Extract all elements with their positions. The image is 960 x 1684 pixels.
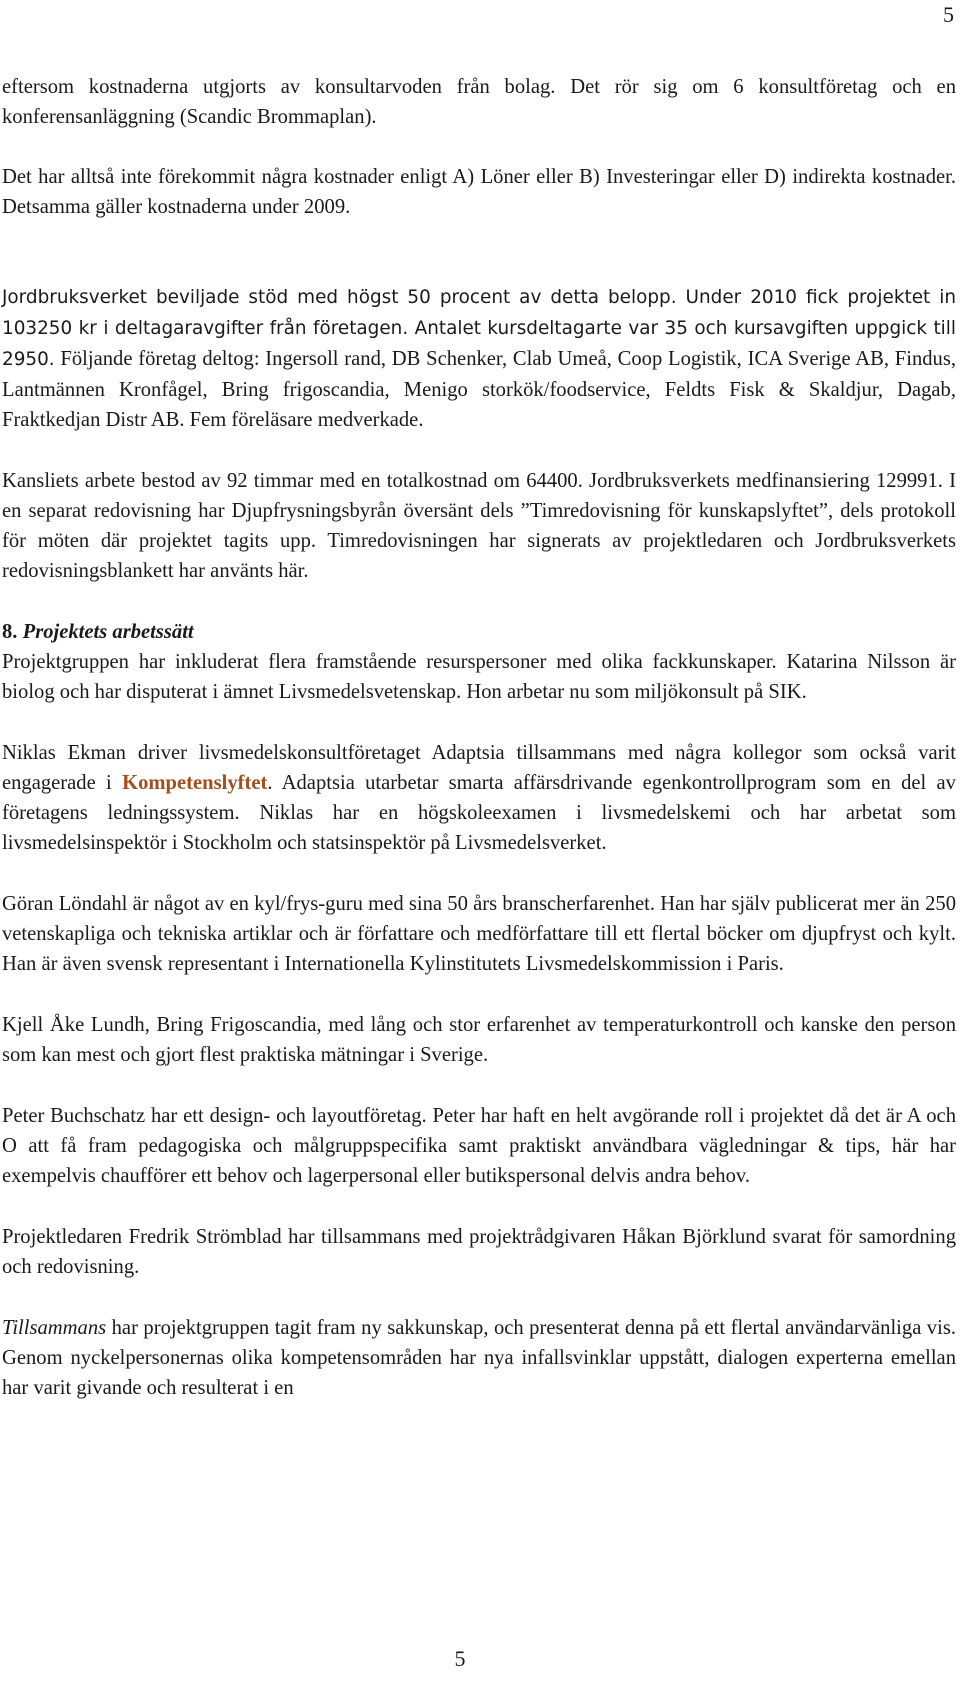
paragraph-participants-companies: Följande företag deltog: Ingersoll rand, DB Schenker, Clab Umeå, Coop Logistik, ICA Sverige AB, Findus, Lantmännen Kronfågel, Bring frigoscandia, Menigo storkök/foodservice, Feldts Fisk & Skaldjur, Dagab, Fraktkedjan Distr AB. Fem föreläsare medverkade.	[2, 348, 956, 431]
section-heading-title: Projektets arbetssätt	[22, 621, 194, 643]
page-number-bottom: 5	[454, 1646, 466, 1671]
paragraph-niklas-text-end: . Adaptsia utarbetar smarta affärsdrivande egenkontrollprogram som en del av företagens ledningssystem. Niklas har en högskoleexamen i livsmedelskemi och har arbetat som livsmedelsinspektör i Stockholm och statsinspektör på Livsmedelsverket.	[2, 772, 956, 854]
paragraph-kjell-ake-lundh: Kjell Åke Lundh, Bring Frigoscandia, med lång och stor erfarenhet av temperaturkontroll och kanske den person som kan mest och gjort flest praktiska mätningar i Sverige.	[2, 1014, 956, 1066]
page-body	[2, 72, 956, 1403]
section-heading-number: 8.	[2, 621, 18, 643]
paragraph-project-leader: Projektledaren Fredrik Strömblad har tillsammans med projektrådgivaren Håkan Björklund svarat för samordning och redovisning.	[2, 1226, 956, 1278]
paragraph-participants-sans: Jordbruksverket beviljade stöd med högst 50 procent av detta belopp. Under 2010 fick projektet in 103250 kr i deltagaravgifter från företagen. Antalet kursdeltagarte var 35 och kursavgiften uppgick till 2950.	[2, 287, 956, 370]
paragraph-consultant-costs: eftersom kostnaderna utgjorts av konsultarvoden från bolag. Det rör sig om 6 konsultföretag och en konferensanläggning (Scandic Brommaplan).	[2, 76, 956, 128]
page-number-top: 5	[943, 2, 954, 27]
paragraph-participants	[2, 282, 956, 435]
kompetenslyftet-link[interactable]: Kompetenslyftet	[122, 772, 268, 794]
paragraph-together	[2, 1313, 956, 1403]
section-heading	[2, 617, 956, 647]
paragraph-together-text: har projektgruppen tagit fram ny sakkunskap, och presenterat denna på ett flertal användarvänliga vis. Genom nyckelpersonernas olika kompetensområden har nya infallsvinklar uppstått, dialogen experterna emellan har varit givande och resulterat i en	[2, 1317, 956, 1399]
paragraph-goran-londahl: Göran Löndahl är något av en kyl/frys-guru med sina 50 års branscherfarenhet. Han har själv publicerat mer än 250 vetenskapliga och tekniska artiklar och är författare och medförfattare till ett flertal böcker om djupfryst och kylt. Han är även svensk representant i Internationella Kylinstitutets Livsmedelskommission i Paris.	[2, 893, 956, 975]
paragraph-project-group: Projektgruppen har inkluderat flera framstående resurspersoner med olika fackkunskaper. Katarina Nilsson är biolog och har disputerat i ämnet Livsmedelsvetenskap. Hon arbetar nu som miljökonsult på SIK.	[2, 651, 956, 703]
paragraph-niklas-ekman	[2, 738, 956, 858]
paragraph-no-costs: Det har alltså inte förekommit några kostnader enligt A) Löner eller B) Investeringar eller D) indirekta kostnader. Detsamma gäller kostnaderna under 2009.	[2, 166, 956, 218]
paragraph-peter-buchschatz: Peter Buchschatz har ett design- och layoutföretag. Peter har haft en helt avgörande roll i projektet då det är A och O att få fram pedagogiska och målgruppspecifika samt praktiskt användbara vägledningar & tips, här har exempelvis chaufförer ett behov och lagerpersonal eller butikspersonal delvis andra behov.	[2, 1105, 956, 1187]
paragraph-together-italic: Tillsammans	[2, 1317, 107, 1339]
paragraph-niklas-text-start: Niklas Ekman driver livsmedelskonsultföretaget Adaptsia tillsammans med några kollegor som också varit engagerade i	[2, 742, 956, 794]
paragraph-office-work: Kansliets arbete bestod av 92 timmar med en totalkostnad om 64400. Jordbruksverkets medfinansiering 129991. I en separat redovisning har Djupfrysningsbyrån översänt dels ”Timredovisning för kunskapslyftet”, dels protokoll för möten där projektet tagits upp. Timredovisningen har signerats av projektledaren och Jordbruksverkets redovisningsblankett har använts här.	[2, 470, 956, 582]
